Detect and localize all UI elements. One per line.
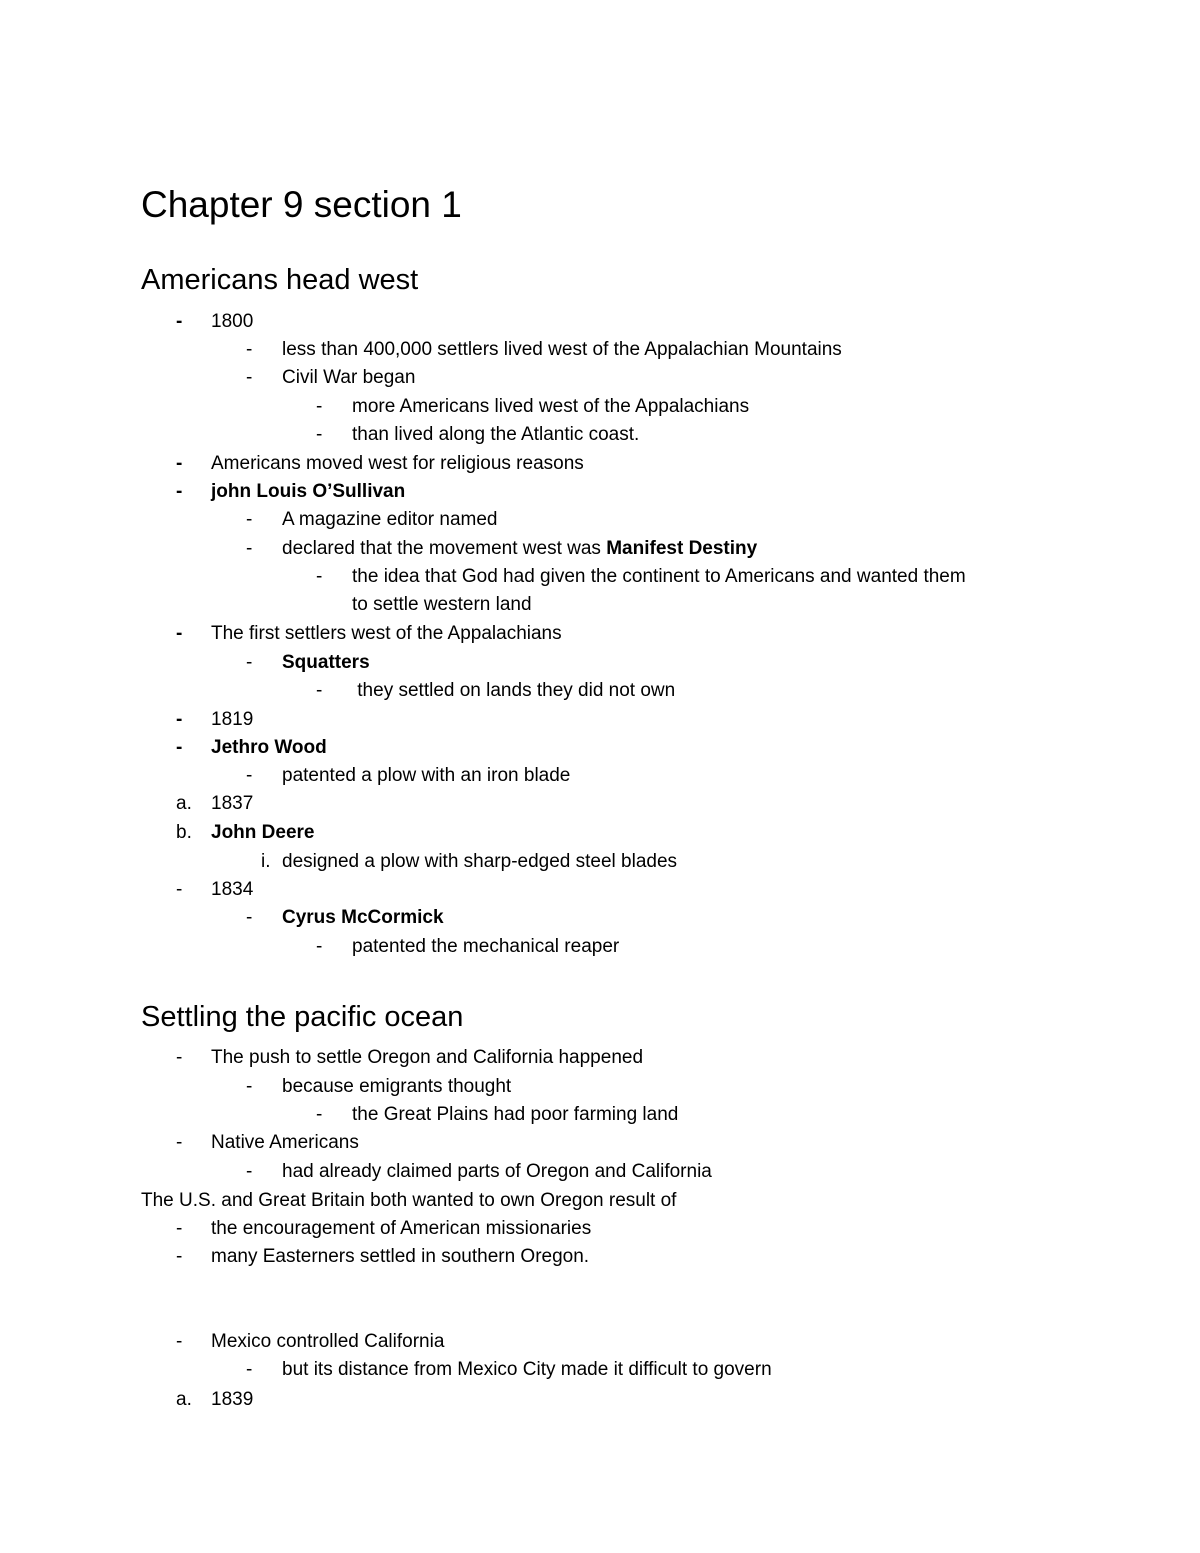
bullet-marker: i.	[261, 851, 271, 872]
list-item: Civil War began	[282, 367, 416, 388]
bullet-marker: -	[316, 566, 323, 587]
list-item: patented a plow with an iron blade	[282, 765, 571, 786]
list-item: the idea that God had given the continent to Americans and wanted them	[352, 566, 966, 587]
list-item-person: Jethro Wood	[211, 737, 327, 758]
list-item: but its distance from Mexico City made it difficult to govern	[282, 1359, 772, 1380]
bullet-marker: -	[316, 396, 323, 417]
list-item: than lived along the Atlantic coast.	[352, 424, 640, 445]
list-item: The first settlers west of the Appalachians	[211, 623, 562, 644]
section-heading: Settling the pacific ocean	[141, 1001, 464, 1033]
bullet-marker: -	[176, 1246, 183, 1267]
bullet-marker: -	[316, 680, 323, 701]
section-heading: Americans head west	[141, 264, 419, 296]
list-item-person: John Deere	[211, 822, 315, 843]
bold-term: Manifest Destiny	[606, 538, 758, 559]
bullet-marker: -	[176, 1047, 183, 1068]
list-item: 1837	[211, 793, 254, 814]
list-item: 1800	[211, 311, 254, 332]
list-item: Americans moved west for religious reasons	[211, 453, 584, 474]
list-item: the Great Plains had poor farming land	[352, 1104, 679, 1125]
list-item: patented the mechanical reaper	[352, 936, 620, 957]
bullet-marker: -	[246, 339, 253, 360]
list-item: A magazine editor named	[282, 509, 498, 530]
list-item-text: declared that the movement west was	[282, 538, 607, 559]
list-item: had already claimed parts of Oregon and California	[282, 1161, 712, 1182]
bullet-marker: -	[176, 879, 183, 900]
list-item: the encouragement of American missionaries	[211, 1218, 592, 1239]
bullet-marker: -	[246, 538, 253, 559]
bullet-marker: -	[246, 367, 253, 388]
bullet-marker: b.	[176, 822, 192, 843]
bullet-marker: -	[176, 481, 183, 502]
bullet-marker: -	[246, 1076, 253, 1097]
bullet-marker: -	[246, 652, 253, 673]
list-item-continuation: to settle western land	[352, 594, 532, 615]
bullet-marker: -	[246, 765, 253, 786]
list-item: 1839	[211, 1389, 254, 1410]
bullet-marker: -	[176, 737, 183, 758]
list-item: designed a plow with sharp-edged steel blades	[282, 851, 678, 872]
bullet-marker: -	[246, 1161, 253, 1182]
bullet-marker: a.	[176, 1389, 192, 1410]
paragraph-text: The U.S. and Great Britain both wanted to own Oregon result of	[141, 1190, 677, 1211]
list-item: Native Americans	[211, 1132, 359, 1153]
bullet-marker: -	[176, 311, 183, 332]
bullet-marker: -	[176, 1132, 183, 1153]
bullet-marker: -	[246, 509, 253, 530]
list-item: more Americans lived west of the Appalachians	[352, 396, 750, 417]
bullet-marker: -	[316, 424, 323, 445]
bullet-marker: -	[176, 623, 183, 644]
bullet-marker: -	[176, 453, 183, 474]
bullet-marker: -	[176, 1218, 183, 1239]
list-item: Mexico controlled California	[211, 1331, 445, 1352]
list-item	[282, 535, 757, 563]
list-item: because emigrants thought	[282, 1076, 512, 1097]
list-item: many Easterners settled in southern Oregon.	[211, 1246, 590, 1267]
bullet-marker: -	[316, 936, 323, 957]
bullet-marker: -	[246, 1359, 253, 1380]
list-item: 1834	[211, 879, 254, 900]
bullet-marker: -	[176, 1331, 183, 1352]
list-item-person: john Louis O’Sullivan	[211, 481, 406, 502]
bullet-marker: -	[316, 1104, 323, 1125]
list-item-person: Cyrus McCormick	[282, 907, 444, 928]
bullet-marker: -	[176, 709, 183, 730]
page-title: Chapter 9 section 1	[141, 184, 462, 225]
bullet-marker: a.	[176, 793, 192, 814]
list-item: less than 400,000 settlers lived west of the Appalachian Mountains	[282, 339, 842, 360]
list-item-term: Squatters	[282, 652, 370, 673]
list-item: 1819	[211, 709, 254, 730]
list-item: The push to settle Oregon and California happened	[211, 1047, 644, 1068]
list-item: they settled on lands they did not own	[352, 680, 676, 701]
bullet-marker: -	[246, 907, 253, 928]
